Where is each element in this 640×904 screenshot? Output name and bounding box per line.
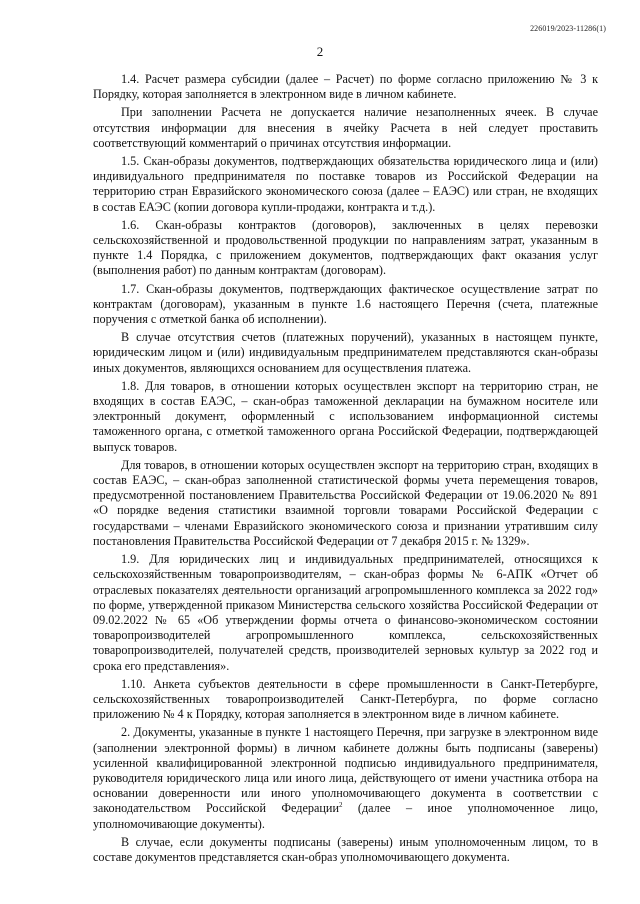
paragraph-1-7-note: В случае отсутствия счетов (платежных поручений), указанных в настоящем пункте, юридическим лицом и (или) индивидуальным предпринимателем представляются скан-образы иных документов, являющихся основанием для осуществления платежа.: [93, 330, 598, 375]
paragraph-1-7: 1.7. Скан-образы документов, подтверждающих фактическое осуществление затрат по контрактам (договорам), указанным в пункте 1.6 настоящего Перечня (счета, платежные поручения с отметкой банка об исполнении).: [93, 281, 598, 327]
paragraph-2-tail: (далее – иное уполномоченное лицо, уполномочивающие документы).: [93, 801, 599, 831]
paragraph-1-8: 1.8. Для товаров, в отношении которых осуществлен экспорт на территорию стран, не входящих в состав ЕАЭС, – скан-образ таможенной декларации на бумажном носителе или электронный документ, оформленный с использованием информационной системы таможенного органа, с отметкой таможенного органа Российской Федерации, подтверждающей выпуск товаров.: [93, 378, 598, 454]
document-body: [93, 72, 598, 868]
paragraph-1-9: 1.9. Для юридических лиц и индивидуальных предпринимателей, относящихся к сельскохозяйственным товаропроизводителям, – скан-образ формы № 6-АПК «Отчет об отраслевых показателях деятельности организаций агропромышленного комплекса за 2022 год» по форме, утвержденной приказом Министерства сельского хозяйства Российской Федерации от 09.02.2022 № 65 «Об утверждении формы отчета о финансово-экономическом состоянии товаропроизводителей агропромышленного комплекса, сельскохозяйственных товаропроизводителей, получателей средств, производителей зерновых культур за 2022 год и срока его представления».: [93, 552, 598, 673]
paragraph-2-text: 2. Документы, указанные в пункте 1 настоящего Перечня, при загрузке в электронном виде (заполнении электронной формы) в личном кабинете должны быть подписаны (заверены) усиленной квалифицированной электронной подписью индивидуального предпринимателя, руководителя юридического лица или иного лица, действующего от имени участника отбора на основании доверенности или иного уполномочивающего документа в соответствии с законодательством Российской Федерации: [93, 725, 598, 816]
paragraph-1-10: 1.10. Анкета субъектов деятельности в сфере промышленности в Санкт-Петербурге, сельскохозяйственных товаропроизводителей Санкт-Петербурга, по форме согласно приложению № 4 к Порядку, которая заполняется в электронном виде в личном кабинете.: [93, 676, 598, 722]
paragraph-1-8-eaeu: Для товаров, в отношении которых осуществлен экспорт на территорию стран, входящих в состав ЕАЭС, – скан-образ заполненной статистической формы учета перемещения товаров, предусмотренной постановлением Правительства Российской Федерации от 19.06.2020 № 891 «О порядке ведения статистики взаимной торговли товарами Российской Федерации с государствами – членами Евразийского экономического союза и признании утратившим силу постановления Правительства Российской Федерации от 7 декабря 2015 г. № 1329».: [93, 457, 598, 548]
document-registration-number: 226019/2023-11286(1): [530, 24, 606, 33]
paragraph-2-note: В случае, если документы подписаны (заверены) иным уполномоченным лицом, то в составе документов представляется скан-образ уполномочивающего документа.: [93, 834, 598, 864]
paragraph-1-5: 1.5. Скан-образы документов, подтверждающих обязательства юридического лица и (или) индивидуального предпринимателя по поставке товаров из Российской Федерации на территорию стран Евразийского экономического союза (далее – ЕАЭС) или стран, не входящих в состав ЕАЭС (копии договора купли-продажи, контракта и т.д.).: [93, 154, 598, 214]
paragraph-2: [93, 725, 598, 831]
paragraph-1-4: 1.4. Расчет размера субсидии (далее – Расчет) по форме согласно приложению № 3 к Порядку, которая заполняется в электронном виде в личном кабинете.: [93, 72, 598, 102]
footnote-mark: 2: [338, 801, 343, 810]
paragraph-1-4-note: При заполнении Расчета не допускается наличие незаполненных ячеек. В случае отсутствия информации для внесения в ячейку Расчета в ней следует проставить соответствующий комментарий о причинах отсутствия информации.: [93, 105, 598, 150]
page-number: 2: [316, 44, 324, 59]
paragraph-1-6: 1.6. Скан-образы контрактов (договоров), заключенных в целях перевозки сельскохозяйственной и продовольственной продукции по направлениям затрат, указанным в пункте 1.4 Порядка, с приложением документов, подтверждающих факт оказания услуг (выполнения работ) по данным контрактам (договорам).: [93, 217, 598, 278]
